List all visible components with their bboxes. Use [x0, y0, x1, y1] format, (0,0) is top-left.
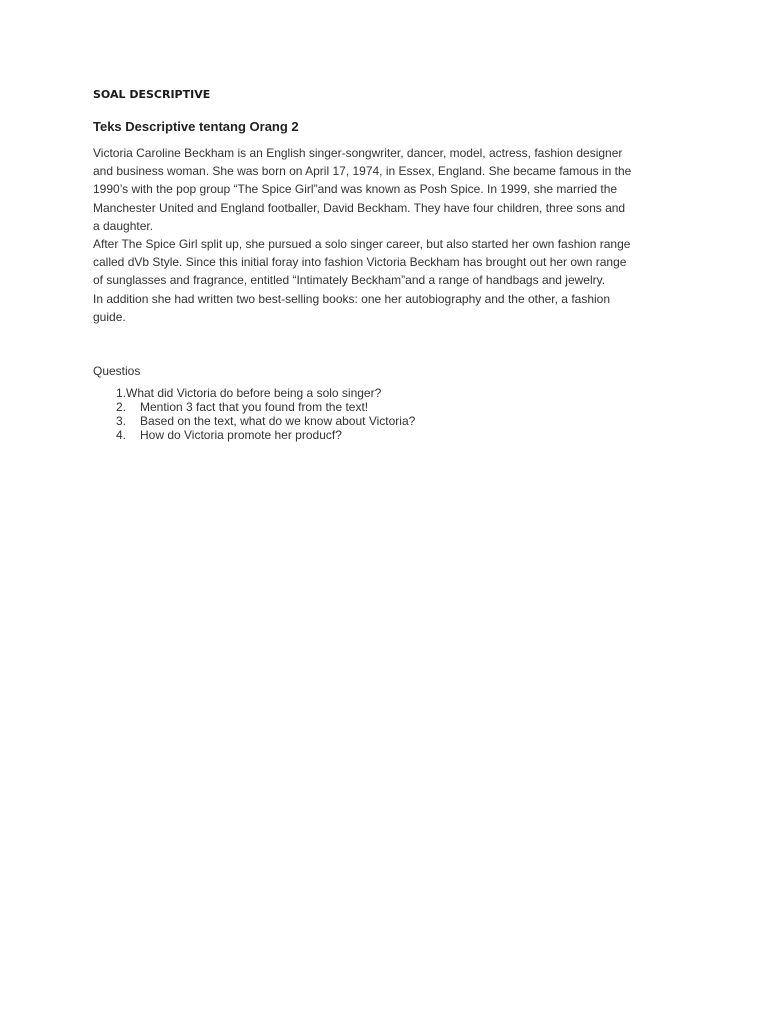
- text-line: 1990’s with the pop group “The Spice Girl”and was known as Posh Spice. In 1999, she married the: [93, 182, 618, 197]
- question-item: [93, 414, 415, 428]
- question-number: 1.: [115, 386, 126, 400]
- document-page: [93, 87, 683, 442]
- text-line: and business woman. She was born on April 17, 1974, in Essex, England. She became famous in the: [93, 164, 632, 179]
- question-number: 2.: [115, 400, 126, 414]
- questions-heading: Questios: [93, 364, 141, 378]
- question-item: [93, 428, 415, 442]
- text-line: Victoria Caroline Beckham is an English singer-songwriter, dancer, model, actress, fashion designer: [93, 146, 623, 160]
- document-subtitle: Teks Descriptive tentang Orang 2: [93, 119, 299, 134]
- text-line: of sunglasses and fragrance, entitled “Intimately Beckham”and a range of handbags and jewelry.: [93, 273, 606, 288]
- document-title: SOAL DESCRIPTIVE: [93, 88, 211, 101]
- question-text: How do Victoria promote her producf?: [140, 428, 342, 442]
- question-text: Based on the text, what do we know about Victoria?: [140, 414, 416, 428]
- text-line: a daughter.: [93, 218, 154, 233]
- question-text: Mention 3 fact that you found from the text!: [140, 400, 369, 414]
- question-text: What did Victoria do before being a solo singer?: [126, 386, 382, 400]
- descriptive-text-paragraph: [93, 144, 678, 326]
- question-number: 4.: [115, 428, 126, 442]
- text-line: In addition she had written two best-selling books: one her autobiography and the other, a fashion: [93, 291, 611, 306]
- question-item: [93, 386, 415, 400]
- questions-list: [93, 386, 415, 442]
- question-item: [93, 400, 415, 414]
- text-line: Manchester United and England footballer, David Beckham. They have four children, three sons and: [93, 200, 626, 215]
- text-line: After The Spice Girl split up, she pursued a solo singer career, but also started her own fashion range: [93, 237, 631, 252]
- text-line: guide.: [93, 309, 126, 324]
- text-line: called dVb Style. Since this initial foray into fashion Victoria Beckham has brought out her own range: [93, 255, 627, 270]
- question-number: 3.: [115, 414, 126, 428]
